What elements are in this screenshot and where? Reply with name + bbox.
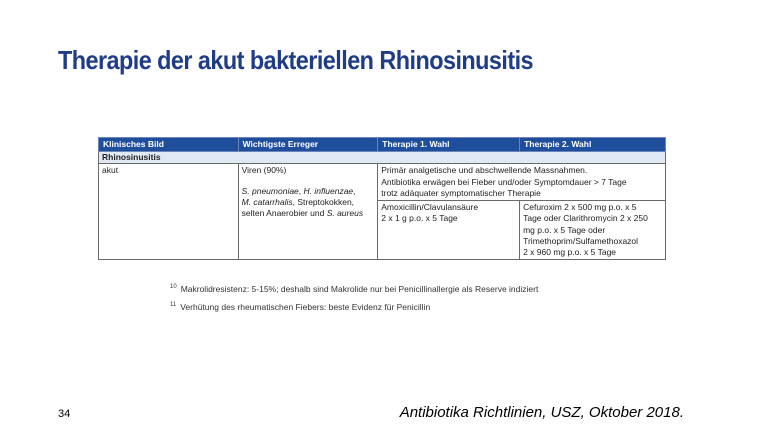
table-row <box>99 164 666 201</box>
slide-title: Therapie der akut bakteriellen Rhinosinusitis <box>58 45 534 75</box>
footnote-number: 11 <box>170 302 177 308</box>
therapy-second-line: Cefuroxim 2 x 500 mg p.o. x 5 <box>523 202 637 213</box>
general-therapy-line: Antibiotika erwägen bei Fieber und/oder Symptomdauer > 7 Tage <box>381 176 627 187</box>
footnote-text: Verhütung des rheumatischen Fiebers: beste Evidenz für Penicillin <box>180 302 431 312</box>
source-citation: Antibiotika Richtlinien, USZ, Oktober 2018. <box>399 404 684 421</box>
pathogen-mc: M. catarrhalis <box>241 196 293 207</box>
therapy-first-cell <box>378 201 520 260</box>
clinical-cell: akut <box>99 164 239 260</box>
pathogen-viral: Viren (90%) <box>241 165 287 176</box>
header-therapy-first: Therapie 1. Wahl <box>378 138 520 152</box>
pathogens-cell: Viren (90%) S. pneumoniae, H. influenzae, M. catarrhalis, Streptokokken, selten Anaerobier und S. aureus <box>238 164 378 260</box>
therapy-second-line: Trimethoprim/Sulfamethoxazol <box>523 235 639 246</box>
pathogen-anaer: selten Anaerobier und <box>241 208 325 219</box>
section-label: Rhinosinusitis <box>99 152 666 164</box>
therapy-second-line: mg p.o. x 5 Tage oder <box>523 224 606 235</box>
general-therapy-line: trotz adäquater symptomatischer Therapie <box>381 187 541 198</box>
footnote <box>170 284 538 294</box>
section-row <box>99 152 666 164</box>
pathogen-hi: H. influenzae <box>303 185 354 196</box>
general-therapy-line: Primär analgetische und abschwellende Massnahmen. <box>381 165 588 176</box>
therapy-first-dose: 2 x 1 g p.o. x 5 Tage <box>381 213 458 224</box>
footnote-text: Makrolidresistenz: 5-15%; deshalb sind Makrolide nur bei Penicillinallergie als Reserve indiziert <box>180 284 539 294</box>
header-pathogens: Wichtigste Erreger <box>238 138 378 152</box>
footnote <box>170 302 430 312</box>
therapy-second-line: Tage oder Clarithromycin 2 x 250 <box>523 213 648 224</box>
header-therapy-second: Therapie 2. Wahl <box>520 138 666 152</box>
table-header-row <box>99 138 666 152</box>
therapy-second-cell <box>520 201 666 260</box>
therapy-second-line: 2 x 960 mg p.o. x 5 Tage <box>523 246 617 257</box>
general-therapy-cell <box>378 164 666 201</box>
pathogen-sa: S. aureus <box>326 208 364 219</box>
therapy-table <box>98 137 666 260</box>
header-clinical-picture: Klinisches Bild <box>99 138 239 152</box>
therapy-first-drug: Amoxicillin/Clavulansäure <box>381 202 479 213</box>
pathogen-strep: , Streptokokken, <box>292 196 355 207</box>
pathogen-sp: S. pneumoniae <box>241 185 299 196</box>
footnote-number: 10 <box>170 284 177 290</box>
page-number: 34 <box>58 408 71 420</box>
